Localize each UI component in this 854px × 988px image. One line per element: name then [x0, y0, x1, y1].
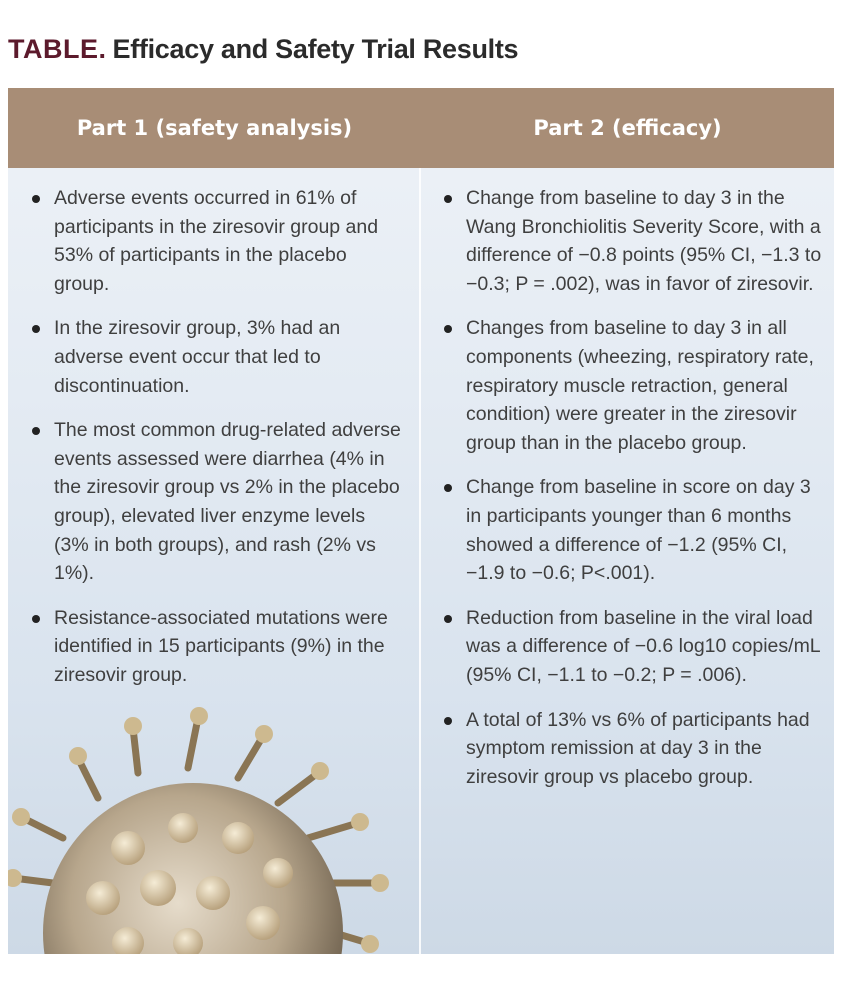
- table-label: TABLE.: [8, 34, 107, 64]
- part2-column: [444, 184, 824, 807]
- column-divider: [419, 168, 421, 954]
- bullet-icon: [32, 615, 40, 623]
- bullet-icon: [32, 427, 40, 435]
- virus-illustration: [8, 688, 428, 954]
- part2-list: [444, 184, 824, 791]
- list-item-text: Resistance-associated mutations were identified in 15 participants (9%) in the ziresovir group.: [54, 606, 388, 686]
- part1-column: [32, 184, 402, 706]
- header-part2: Part 2 (efficacy): [533, 116, 722, 140]
- bullet-icon: [444, 484, 452, 492]
- list-item: [444, 604, 824, 690]
- table-name: Efficacy and Safety Trial Results: [112, 34, 519, 64]
- list-item: [444, 473, 824, 587]
- bullet-icon: [444, 325, 452, 333]
- list-item: [32, 314, 402, 400]
- list-item-text: The most common drug-related adverse events assessed were diarrhea (4% in the ziresovir group vs 2% in the placebo group), elevated liver enzyme levels (3% in both groups), and rash (2% vs 1%).: [54, 419, 401, 585]
- list-item: [444, 706, 824, 792]
- list-item: [444, 184, 824, 298]
- list-item-text: Change from baseline in score on day 3 in participants younger than 6 months showed a difference of −1.2 (95% CI, −1.9 to −0.6; P<.001).: [466, 476, 811, 585]
- bullet-icon: [444, 717, 452, 725]
- table-header: [8, 88, 834, 168]
- list-item: [444, 314, 824, 457]
- list-item: [32, 604, 402, 690]
- list-item-text: Changes from baseline to day 3 in all components (wheezing, respiratory rate, respiratory muscle retraction, general condition) were greater in the ziresovir group than in the placebo group.: [466, 317, 814, 454]
- list-item: [32, 184, 402, 298]
- results-table: [8, 88, 834, 954]
- header-part1: Part 1 (safety analysis): [76, 116, 353, 140]
- list-item-text: Reduction from baseline in the viral load was a difference of −0.6 log10 copies/mL (95% CI, −1.1 to −0.2; P = .006).: [466, 606, 820, 686]
- list-item-text: A total of 13% vs 6% of participants had symptom remission at day 3 in the ziresovir group vs placebo group.: [466, 708, 810, 788]
- bullet-icon: [444, 195, 452, 203]
- list-item-text: Change from baseline to day 3 in the Wang Bronchiolitis Severity Score, with a difference of −0.8 points (95% CI, −1.3 to −0.3; P = .002), was in favor of ziresovir.: [466, 187, 822, 295]
- list-item-text: In the ziresovir group, 3% had an adverse event occur that led to discontinuation.: [54, 317, 341, 397]
- list-item: [32, 416, 402, 588]
- bullet-icon: [32, 195, 40, 203]
- bullet-icon: [32, 325, 40, 333]
- list-item-text: Adverse events occurred in 61% of participants in the ziresovir group and 53% of participants in the placebo group.: [54, 187, 379, 295]
- bullet-icon: [444, 615, 452, 623]
- part1-list: [32, 184, 402, 690]
- table-title: [8, 34, 518, 65]
